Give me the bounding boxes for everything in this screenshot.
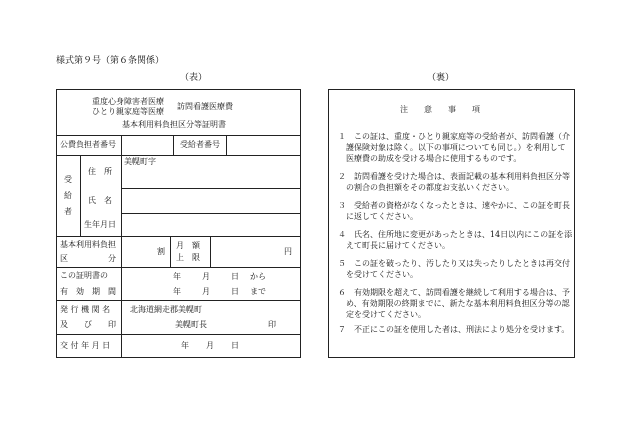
note-line: に返してください。	[338, 212, 418, 221]
seal-mark: 印	[268, 320, 276, 329]
burden-label-line-1: 基本利用料負担	[60, 240, 116, 249]
validity-from-day: 日	[231, 272, 239, 281]
rule	[80, 155, 81, 236]
validity-until-month: 月	[202, 287, 210, 296]
note-line: め、有効期限の終期までに、新たな基本利用料負担区分等の認	[338, 299, 570, 308]
issuer-mayor: 美幌町長	[175, 320, 207, 329]
recipient-number-label: 受給者番号	[180, 140, 220, 149]
front-side-label: （表）	[180, 73, 208, 83]
issue-date-label: 交 付 年 月 日	[60, 341, 111, 350]
note-line: ７ 不正にこの証を使用した者は、刑法により処分を受けます。	[338, 325, 570, 334]
rule	[173, 135, 174, 155]
note-line: えて町長に届けてください。	[338, 241, 450, 250]
note-line: ５ この証を破ったり、汚したり又は失ったりしたときは再交付	[338, 259, 570, 268]
note-line: 定を受けてください。	[338, 310, 426, 319]
note-line: 護保険対象は除く。以下の事項についても同じ。）を利用して	[338, 143, 566, 152]
birth-date-label: 生年月日	[84, 220, 116, 229]
monthly-cap-line-2: 上 限	[176, 253, 200, 262]
rule	[210, 236, 211, 267]
rule	[56, 334, 301, 335]
recipient-side-char: 者	[64, 207, 72, 216]
validity-from-year: 年	[173, 272, 181, 281]
validity-from: から	[250, 272, 266, 281]
rule	[121, 135, 122, 155]
issuer-address: 北海道網走郡美幌町	[130, 305, 202, 314]
rule	[56, 135, 301, 136]
note-line: １ この証は、重度・ひとり親家庭等の受給者が、訪問看護（介	[338, 132, 570, 141]
rule	[56, 267, 301, 268]
rule	[56, 236, 301, 237]
insurer-number-label: 公費負担者番号	[60, 140, 116, 149]
recipient-side-char: 受	[64, 175, 72, 184]
monthly-cap-line-1: 月 額	[176, 241, 200, 250]
note-line: ４ 氏名、住所地に変更があったときは、14日以内にこの証を添	[338, 230, 573, 239]
rule	[56, 155, 301, 156]
rule	[226, 135, 227, 155]
title-line-2: ひとり親家庭等医療	[92, 107, 164, 116]
address-value: 美幌町字	[124, 157, 156, 166]
rule	[56, 300, 301, 301]
burden-yen: 円	[284, 247, 292, 256]
note-line: ２ 訪問看護を受けた場合は、表面記載の基本利用料負担区分等	[338, 172, 570, 181]
title-side: 訪問看護医療費	[177, 102, 233, 111]
validity-label-line-1: この証明書の	[60, 271, 108, 280]
validity-label-line-2: 有 効 期 間	[60, 287, 116, 296]
issue-date-year: 年	[181, 341, 189, 350]
form-number: 様式第９号（第６条関係）	[56, 56, 165, 66]
burden-wari: 割	[157, 247, 165, 256]
notes-title: 注 意 事 項	[400, 105, 480, 114]
issuer-label-line-2: 及 び 印	[60, 320, 116, 329]
issuer-label-line-1: 発 行 機 関 名	[60, 305, 111, 314]
issue-date-day: 日	[231, 341, 239, 350]
note-line: 医療費の助成を受ける場合に使用するものです。	[338, 154, 522, 163]
note-line: ６ 有効期限を超えて、訪問看護を継続して利用する場合は、予	[338, 288, 570, 297]
recipient-side-char: 給	[64, 191, 72, 200]
title-main: 基本利用料負担区分等証明書	[122, 120, 226, 129]
validity-until: まで	[250, 287, 266, 296]
note-line: ３ 受給者の資格がなくなったときは、速やかに、この証を町長	[338, 201, 570, 210]
address-label: 住 所	[88, 167, 112, 176]
rule	[170, 236, 171, 267]
validity-until-year: 年	[173, 287, 181, 296]
rule	[121, 213, 301, 214]
title-line-1: 重度心身障害者医療	[92, 97, 164, 106]
back-side-label: （裏）	[427, 73, 455, 83]
rule	[121, 188, 301, 189]
name-label: 氏 名	[88, 196, 112, 205]
issue-date-month: 月	[206, 341, 214, 350]
validity-until-day: 日	[231, 287, 239, 296]
note-line: を受けてください。	[338, 270, 418, 279]
validity-from-month: 月	[202, 272, 210, 281]
note-line: の割合の負担額をその都度お支払いください。	[338, 183, 514, 192]
rule	[121, 155, 122, 358]
burden-label-line-2: 区 分	[60, 254, 116, 263]
